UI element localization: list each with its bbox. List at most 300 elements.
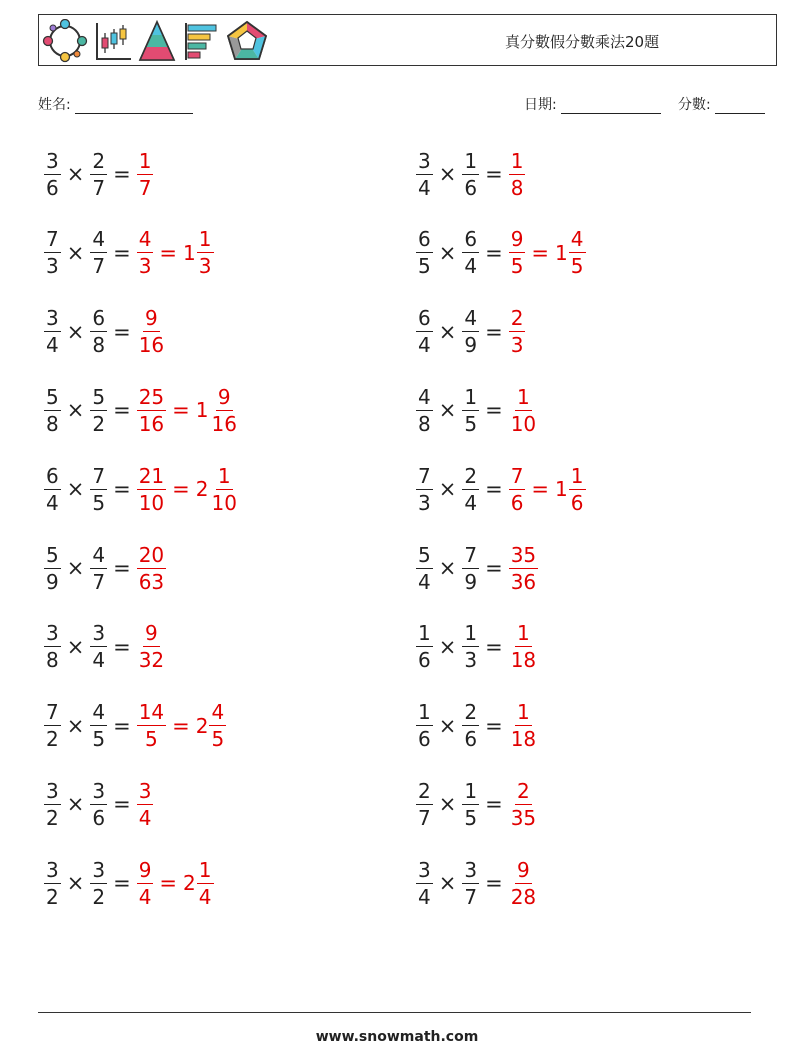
- factor-a-denominator: 6: [46, 175, 59, 200]
- factor-a-numerator: 7: [46, 227, 59, 252]
- equals-sign: =: [113, 240, 131, 265]
- answer-fraction-numerator: 1: [510, 148, 524, 173]
- factor-a-numerator: 6: [46, 463, 59, 488]
- mixed-numerator: 1: [217, 463, 231, 488]
- problem-6: [416, 302, 525, 362]
- factor-b-denominator: 7: [464, 884, 478, 909]
- factor-b-denominator: 5: [92, 490, 106, 515]
- factor-a-numerator: 6: [418, 227, 431, 252]
- answer-fraction-denominator: 16: [138, 411, 165, 436]
- factor-b: [90, 778, 107, 830]
- score-blank[interactable]: [715, 99, 765, 114]
- times-sign: ×: [66, 319, 85, 344]
- answer-fraction-numerator: 25: [138, 384, 165, 409]
- factor-b-numerator: 1: [464, 148, 478, 173]
- factor-b-denominator: 6: [464, 727, 478, 752]
- factor-b-numerator: 4: [92, 542, 106, 567]
- factor-a-numerator: 3: [46, 857, 59, 882]
- answer-fraction-denominator: 8: [510, 175, 524, 200]
- factor-b-numerator: 2: [464, 700, 478, 725]
- factor-a-denominator: 4: [418, 884, 431, 909]
- mixed-fraction: [209, 384, 238, 436]
- factor-b-denominator: 4: [464, 490, 478, 515]
- factor-b: [90, 542, 107, 594]
- factor-a: [416, 148, 433, 200]
- factor-a: [44, 542, 61, 594]
- worksheet-header: [38, 14, 777, 66]
- answer-fraction-numerator: 1: [517, 384, 530, 409]
- answer-fraction: [137, 148, 154, 200]
- mixed-denominator: 5: [211, 727, 225, 752]
- factor-a-numerator: 4: [418, 384, 431, 409]
- factor-b: [462, 857, 479, 909]
- answer-fraction-numerator: 9: [517, 857, 530, 882]
- mixed-numerator: 4: [211, 700, 225, 725]
- answer-fraction: [509, 621, 538, 673]
- factor-a: [416, 700, 433, 752]
- factor-b-denominator: 5: [464, 411, 478, 436]
- problem-15: [44, 696, 226, 756]
- factor-b-numerator: 1: [464, 384, 478, 409]
- factor-b: [462, 542, 479, 594]
- problem-14: [416, 617, 538, 677]
- answer-fraction-numerator: 9: [510, 227, 524, 252]
- mixed-denominator: 5: [570, 254, 584, 279]
- answer-fraction-numerator: 1: [138, 148, 152, 173]
- answer: [509, 542, 538, 594]
- problem-2: [416, 144, 525, 204]
- answer-fraction-denominator: 6: [510, 490, 524, 515]
- answer: [137, 857, 214, 909]
- factor-a-denominator: 4: [46, 490, 59, 515]
- times-sign: ×: [438, 162, 457, 186]
- equals-sign: =: [485, 871, 503, 896]
- answer: [137, 306, 166, 358]
- answer-fraction: [137, 778, 154, 830]
- factor-a-denominator: 9: [46, 569, 59, 594]
- answer-equals-sign: =: [159, 871, 178, 896]
- times-sign: ×: [66, 871, 85, 896]
- answer-fraction: [137, 542, 166, 594]
- mixed-denominator: 10: [211, 490, 237, 515]
- problem-13: [44, 617, 166, 677]
- factor-a-denominator: 8: [46, 648, 59, 673]
- answer-fraction-numerator: 2: [510, 306, 524, 331]
- factor-a-numerator: 3: [418, 148, 431, 173]
- answer-fraction-denominator: 7: [138, 175, 152, 200]
- times-sign: ×: [66, 556, 85, 580]
- problem-20: [416, 853, 538, 913]
- factor-b: [90, 148, 107, 200]
- factor-b: [462, 463, 479, 515]
- answer-fraction-denominator: 5: [145, 727, 158, 752]
- times-sign: ×: [438, 792, 457, 817]
- answer: [509, 778, 538, 830]
- equals-sign: =: [113, 477, 131, 502]
- answer: [137, 227, 214, 279]
- mixed-fraction: [209, 700, 226, 752]
- answer-fraction: [137, 227, 154, 279]
- factor-b-numerator: 3: [92, 621, 106, 646]
- answer: [137, 384, 239, 436]
- factor-b-numerator: 1: [464, 778, 478, 803]
- factor-b: [90, 384, 107, 436]
- equals-sign: =: [113, 792, 131, 817]
- factor-a-numerator: 5: [418, 542, 431, 567]
- factor-a: [44, 227, 61, 279]
- problem-17: [44, 774, 153, 834]
- answer-fraction-denominator: 63: [138, 569, 165, 594]
- answer-fraction: [509, 778, 538, 830]
- answer-fraction-denominator: 4: [138, 884, 152, 909]
- footer-url: www.snowmath.com: [315, 1029, 479, 1045]
- answer: [509, 306, 526, 358]
- factor-b-denominator: 5: [92, 727, 106, 752]
- times-sign: ×: [438, 713, 457, 738]
- factor-a: [44, 148, 61, 200]
- factor-b-denominator: 7: [92, 254, 106, 279]
- factor-a: [44, 463, 61, 515]
- factor-a-denominator: 8: [418, 411, 431, 436]
- equals-sign: =: [485, 713, 503, 738]
- factor-a: [44, 778, 61, 830]
- factor-b: [90, 306, 107, 358]
- factor-a-numerator: 7: [46, 700, 59, 725]
- answer-fraction: [509, 857, 538, 909]
- factor-b-numerator: 7: [464, 542, 478, 567]
- answer-fraction-denominator: 18: [510, 648, 537, 673]
- answer: [137, 148, 154, 200]
- answer-fraction-numerator: 2: [517, 778, 530, 803]
- factor-b-numerator: 7: [92, 463, 106, 488]
- answer-fraction-numerator: 1: [517, 700, 530, 725]
- factor-b-numerator: 6: [464, 227, 478, 252]
- name-label: 姓名:: [38, 97, 71, 113]
- equals-sign: =: [485, 398, 503, 423]
- factor-a: [416, 227, 433, 279]
- answer: [509, 148, 526, 200]
- answer: [509, 857, 538, 909]
- factor-b-numerator: 3: [92, 778, 106, 803]
- answer-fraction: [137, 384, 166, 436]
- answer-fraction-numerator: 14: [138, 700, 165, 725]
- factor-a-numerator: 2: [418, 778, 431, 803]
- mixed-whole: 1: [195, 398, 209, 423]
- answer: [137, 778, 154, 830]
- times-sign: ×: [66, 792, 85, 817]
- factor-b-numerator: 3: [464, 857, 478, 882]
- mixed-whole: 2: [183, 871, 196, 896]
- answer: [137, 700, 227, 752]
- factor-b: [90, 857, 107, 909]
- pyramid-icon: [137, 19, 177, 63]
- factor-a-denominator: 6: [418, 648, 431, 673]
- mixed-denominator: 4: [198, 884, 212, 909]
- factor-a-numerator: 1: [418, 621, 431, 646]
- score-field: [678, 94, 765, 114]
- answer-equals-sign: =: [172, 398, 190, 423]
- problem-19: [44, 853, 214, 913]
- factor-b-numerator: 1: [464, 621, 478, 646]
- factor-b: [90, 463, 107, 515]
- answer-equals-sign: =: [159, 240, 178, 265]
- answer-fraction-denominator: 32: [138, 648, 165, 673]
- factor-b-denominator: 7: [92, 175, 106, 200]
- answer: [137, 463, 239, 515]
- answer: [509, 700, 538, 752]
- factor-b-numerator: 3: [92, 857, 106, 882]
- problem-16: [416, 696, 538, 756]
- factor-a-numerator: 7: [418, 463, 431, 488]
- factor-b-denominator: 9: [464, 569, 478, 594]
- answer-fraction-numerator: 9: [145, 621, 158, 646]
- problem-11: [44, 538, 166, 598]
- problem-18: [416, 774, 538, 834]
- factor-a-denominator: 4: [418, 175, 431, 200]
- problem-12: [416, 538, 538, 598]
- answer-fraction: [137, 857, 154, 909]
- pentagon-icon: [225, 19, 269, 63]
- factor-b-denominator: 2: [92, 411, 106, 436]
- answer-fraction: [509, 700, 538, 752]
- answer-fraction-numerator: 9: [138, 857, 152, 882]
- name-field: [38, 94, 193, 114]
- factor-b: [462, 148, 479, 200]
- factor-b-denominator: 3: [464, 648, 478, 673]
- factor-a-denominator: 6: [418, 727, 431, 752]
- answer-equals-sign: =: [172, 477, 190, 502]
- answer-fraction-denominator: 10: [138, 490, 165, 515]
- bar-list-icon: [181, 19, 221, 63]
- mixed-whole: 2: [195, 477, 209, 502]
- factor-a-numerator: 6: [418, 306, 431, 331]
- answer: [509, 463, 586, 515]
- answer-fraction-denominator: 4: [138, 805, 152, 830]
- factor-a: [44, 700, 61, 752]
- equals-sign: =: [113, 634, 131, 659]
- times-sign: ×: [438, 398, 457, 423]
- equals-sign: =: [113, 556, 131, 580]
- mixed-denominator: 6: [570, 490, 584, 515]
- factor-b-denominator: 7: [92, 569, 106, 594]
- equals-sign: =: [113, 319, 131, 344]
- answer-fraction-numerator: 4: [138, 227, 152, 252]
- mixed-whole: 1: [183, 240, 196, 265]
- mixed-fraction: [569, 227, 586, 279]
- equals-sign: =: [485, 556, 503, 580]
- factor-b-denominator: 8: [92, 333, 106, 358]
- score-label: 分數:: [678, 97, 711, 113]
- people-cycle-icon: [41, 19, 89, 63]
- mixed-whole: 1: [555, 240, 568, 265]
- date-label: 日期:: [524, 97, 557, 113]
- answer-fraction: [137, 306, 166, 358]
- factor-a-denominator: 3: [418, 490, 431, 515]
- candlestick-chart-icon: [93, 19, 133, 63]
- answer: [509, 621, 538, 673]
- factor-a: [44, 621, 61, 673]
- mixed-numerator: 4: [570, 227, 584, 252]
- factor-a: [416, 857, 433, 909]
- factor-a: [416, 463, 433, 515]
- answer-fraction: [509, 542, 538, 594]
- mixed-denominator: 16: [211, 411, 237, 436]
- factor-b-numerator: 2: [464, 463, 478, 488]
- header-icons: [41, 19, 269, 63]
- date-field: [524, 94, 661, 114]
- times-sign: ×: [66, 477, 85, 502]
- factor-b-denominator: 4: [92, 648, 106, 673]
- factor-a-denominator: 2: [46, 727, 59, 752]
- factor-b-denominator: 4: [464, 254, 478, 279]
- times-sign: ×: [438, 871, 457, 896]
- factor-b-numerator: 4: [92, 227, 106, 252]
- factor-a: [416, 542, 433, 594]
- factor-a-denominator: 2: [46, 805, 59, 830]
- factor-a-denominator: 4: [418, 333, 431, 358]
- factor-b-numerator: 4: [92, 700, 106, 725]
- answer-equals-sign: =: [531, 477, 550, 502]
- mixed-numerator: 1: [198, 857, 212, 882]
- factor-b-denominator: 9: [464, 333, 478, 358]
- answer: [137, 621, 166, 673]
- answer-fraction-numerator: 9: [145, 306, 158, 331]
- answer-fraction-denominator: 10: [510, 411, 537, 436]
- equals-sign: =: [485, 792, 503, 817]
- equals-sign: =: [485, 477, 503, 502]
- factor-a: [44, 384, 61, 436]
- factor-a-denominator: 2: [46, 884, 59, 909]
- factor-a: [416, 384, 433, 436]
- equals-sign: =: [113, 871, 131, 896]
- times-sign: ×: [438, 634, 457, 659]
- answer-fraction-numerator: 7: [510, 463, 524, 488]
- mixed-whole: 2: [195, 713, 209, 738]
- mixed-whole: 1: [555, 477, 568, 502]
- factor-a-numerator: 3: [418, 857, 431, 882]
- mixed-numerator: 1: [570, 463, 584, 488]
- answer-fraction-denominator: 3: [510, 333, 524, 358]
- factor-a-denominator: 3: [46, 254, 59, 279]
- problem-3: [44, 223, 214, 283]
- mixed-fraction: [197, 857, 214, 909]
- mixed-fraction: [209, 463, 238, 515]
- problem-4: [416, 223, 586, 283]
- mixed-numerator: 1: [198, 227, 212, 252]
- equals-sign: =: [113, 398, 131, 423]
- factor-b: [462, 700, 479, 752]
- answer: [509, 384, 538, 436]
- factor-b: [462, 306, 479, 358]
- footer-divider: [38, 1012, 751, 1013]
- times-sign: ×: [66, 398, 85, 423]
- mixed-fraction: [569, 463, 586, 515]
- factor-a: [416, 778, 433, 830]
- date-blank[interactable]: [561, 99, 661, 114]
- factor-a-denominator: 4: [418, 569, 431, 594]
- factor-a-numerator: 1: [418, 700, 431, 725]
- answer-fraction-numerator: 35: [510, 542, 537, 567]
- factor-a: [44, 306, 61, 358]
- problem-7: [44, 380, 239, 440]
- answer: [137, 542, 166, 594]
- factor-b-denominator: 6: [464, 175, 478, 200]
- answer-fraction: [509, 227, 526, 279]
- answer: [509, 227, 586, 279]
- answer-fraction: [137, 621, 166, 673]
- times-sign: ×: [438, 319, 457, 344]
- answer-fraction-denominator: 5: [510, 254, 524, 279]
- factor-a-denominator: 7: [418, 805, 431, 830]
- name-blank[interactable]: [75, 99, 193, 114]
- factor-b: [462, 384, 479, 436]
- factor-a: [416, 306, 433, 358]
- equals-sign: =: [113, 713, 131, 738]
- factor-b: [90, 700, 107, 752]
- times-sign: ×: [66, 162, 85, 186]
- answer-fraction: [509, 463, 526, 515]
- answer-fraction: [137, 700, 166, 752]
- answer-fraction-denominator: 35: [510, 805, 537, 830]
- factor-a-numerator: 3: [46, 148, 59, 173]
- answer-fraction-denominator: 18: [510, 727, 537, 752]
- factor-a: [416, 621, 433, 673]
- answer-fraction-numerator: 3: [138, 778, 152, 803]
- answer-fraction-denominator: 3: [138, 254, 152, 279]
- equals-sign: =: [113, 162, 131, 186]
- factor-a-numerator: 5: [46, 384, 59, 409]
- factor-b-numerator: 6: [92, 306, 106, 331]
- answer-fraction-numerator: 21: [138, 463, 165, 488]
- answer-fraction-denominator: 36: [510, 569, 537, 594]
- factor-a-numerator: 3: [46, 621, 59, 646]
- factor-b: [462, 621, 479, 673]
- mixed-numerator: 9: [217, 384, 231, 409]
- answer-equals-sign: =: [172, 713, 190, 738]
- factor-b-denominator: 2: [92, 884, 106, 909]
- equals-sign: =: [485, 240, 503, 265]
- answer-fraction-numerator: 1: [517, 621, 530, 646]
- problem-10: [416, 459, 586, 519]
- problem-5: [44, 302, 166, 362]
- page-title: 真分數假分數乘法20題: [505, 33, 660, 51]
- equals-sign: =: [485, 319, 503, 344]
- problem-8: [416, 380, 538, 440]
- equals-sign: =: [485, 634, 503, 659]
- times-sign: ×: [438, 240, 457, 265]
- factor-b-denominator: 6: [92, 805, 106, 830]
- factor-b: [462, 778, 479, 830]
- answer-fraction: [137, 463, 166, 515]
- factor-a-numerator: 3: [46, 778, 59, 803]
- factor-a-numerator: 5: [46, 542, 59, 567]
- times-sign: ×: [438, 477, 457, 502]
- answer-fraction: [509, 306, 526, 358]
- factor-b: [462, 227, 479, 279]
- factor-b-denominator: 5: [464, 805, 478, 830]
- times-sign: ×: [438, 556, 457, 580]
- answer-fraction-denominator: 16: [138, 333, 165, 358]
- factor-b-numerator: 2: [92, 148, 106, 173]
- answer-fraction-denominator: 28: [510, 884, 537, 909]
- factor-b: [90, 621, 107, 673]
- factor-b-numerator: 5: [92, 384, 106, 409]
- factor-b: [90, 227, 107, 279]
- factor-b-numerator: 4: [464, 306, 478, 331]
- factor-a-denominator: 4: [46, 333, 59, 358]
- times-sign: ×: [66, 634, 85, 659]
- answer-fraction: [509, 148, 526, 200]
